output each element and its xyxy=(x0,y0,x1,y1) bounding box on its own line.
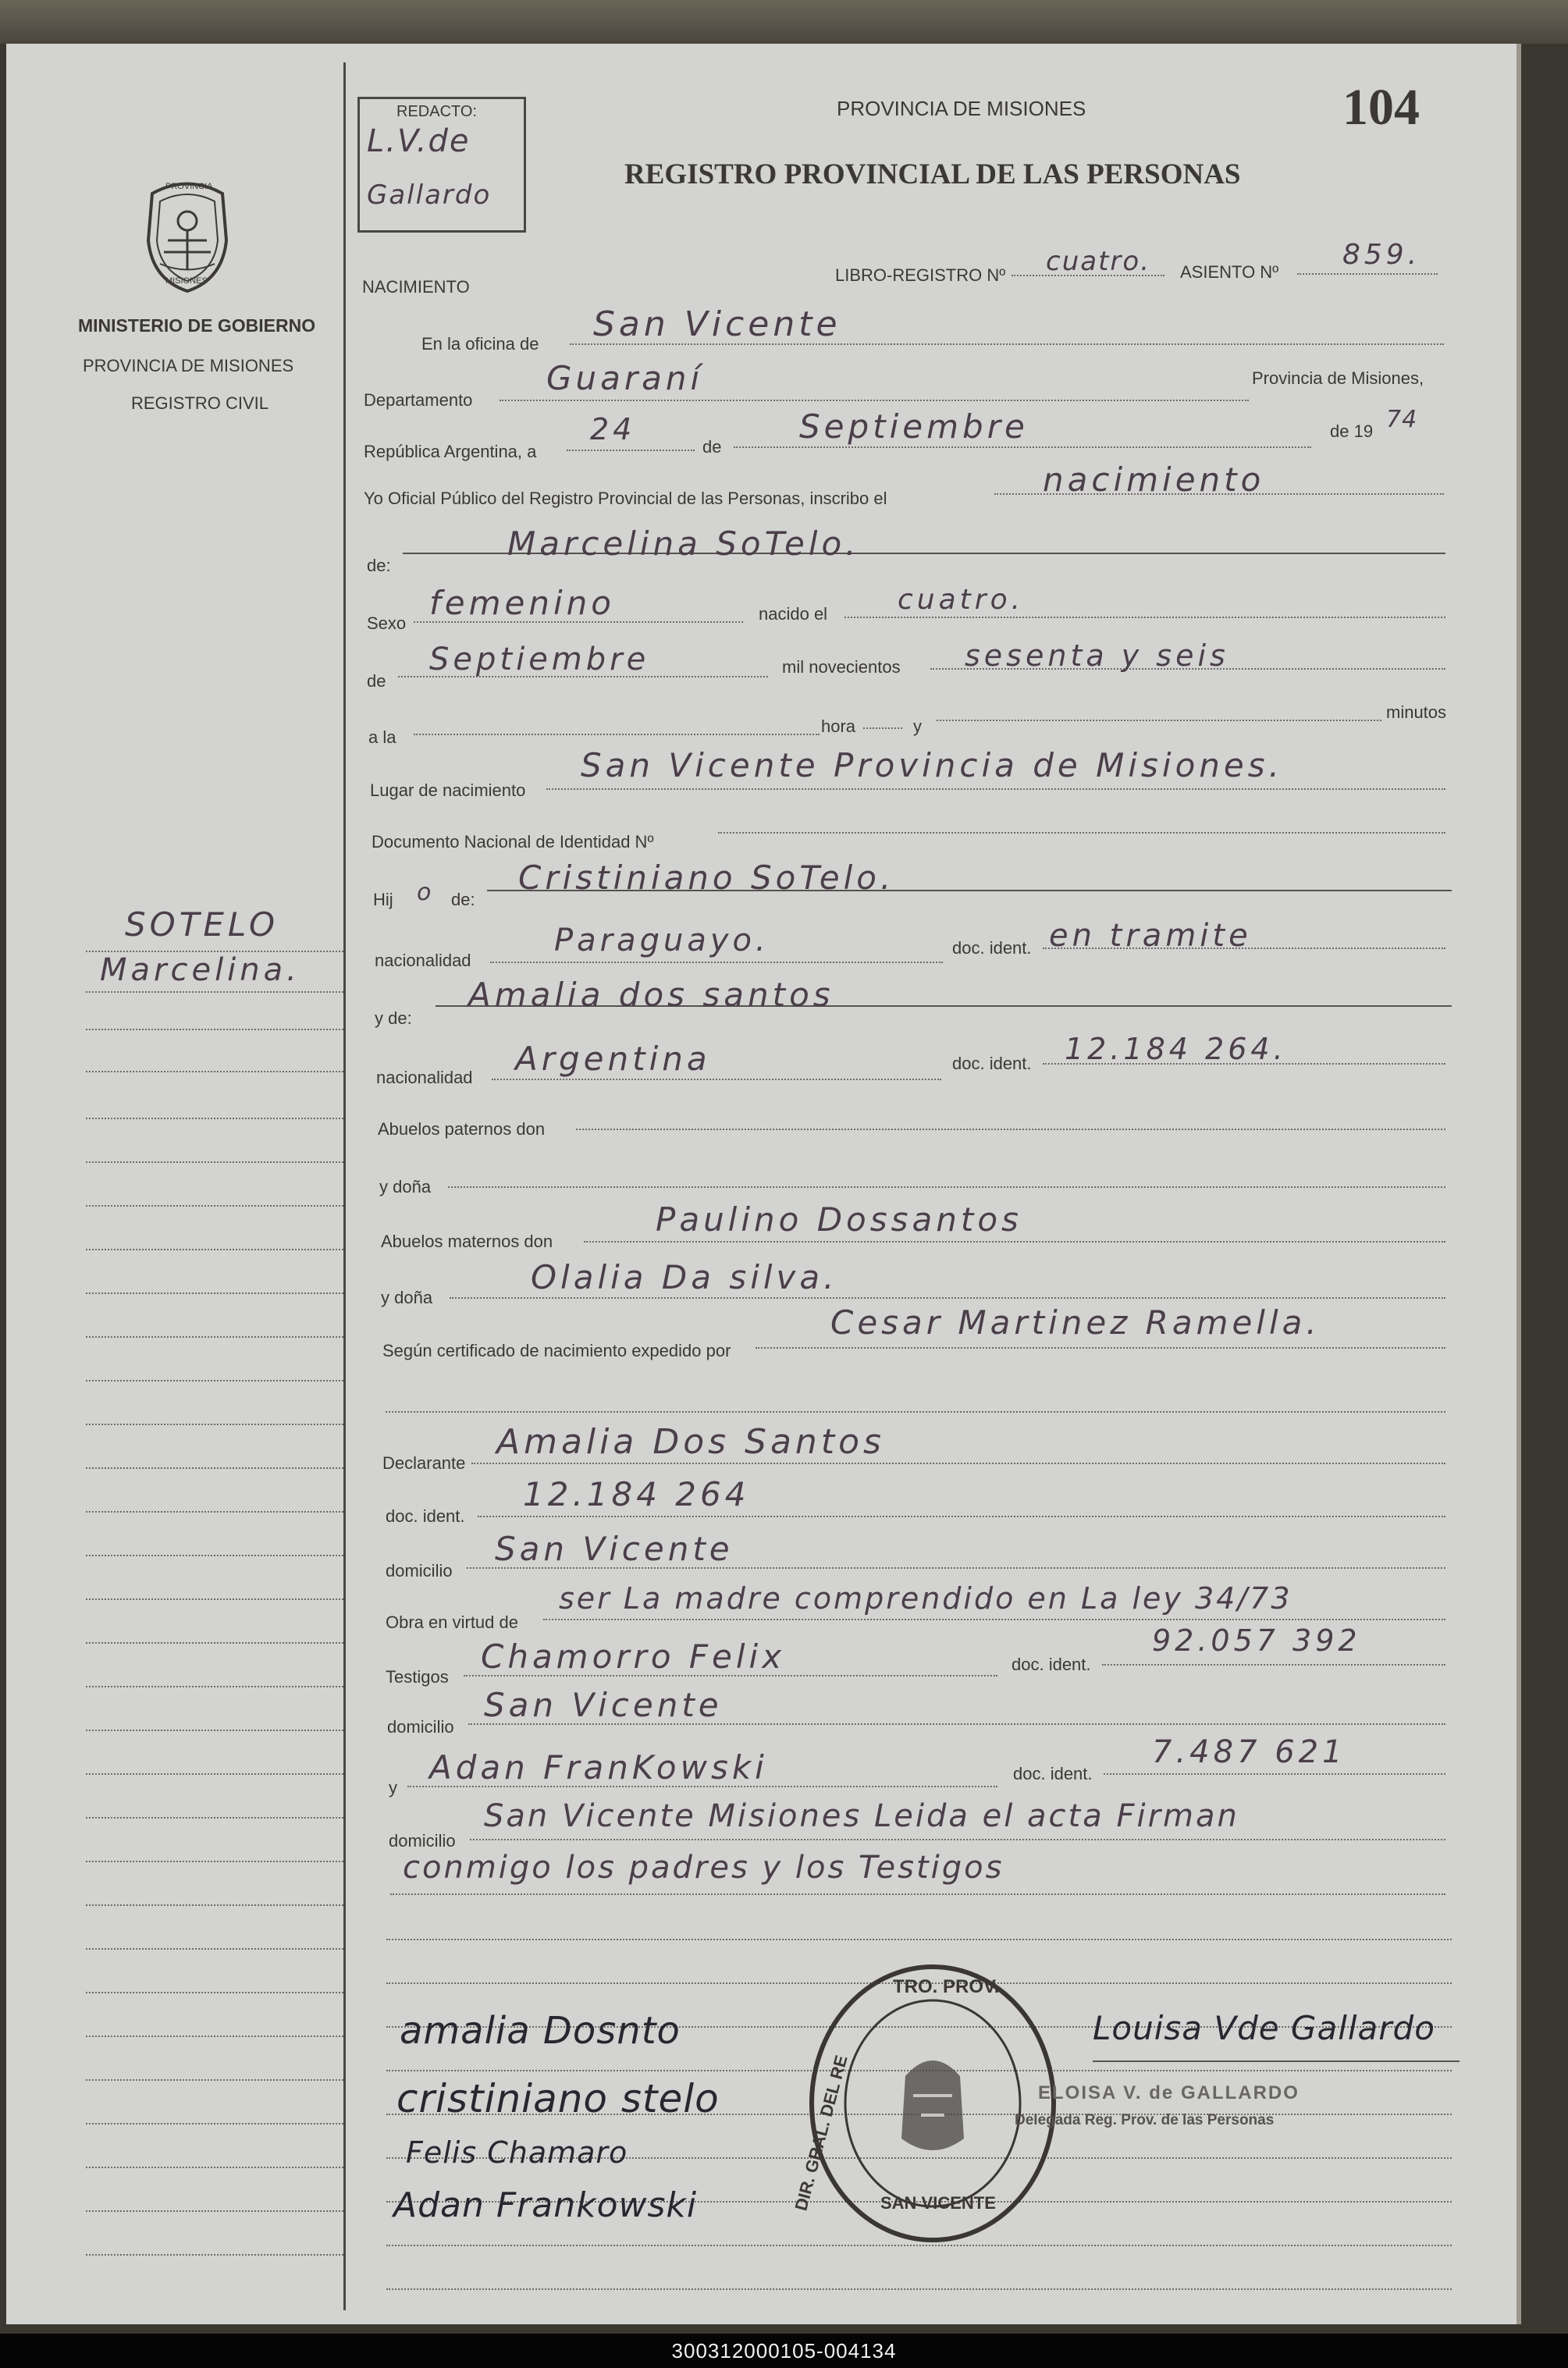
obra-label: Obra en virtud de xyxy=(386,1612,518,1632)
sidebar-line xyxy=(86,2167,343,2168)
provincia-label: Provincia de Misiones, xyxy=(1252,368,1424,388)
departamento-label: Departamento xyxy=(364,390,473,410)
testigos-label: Testigos xyxy=(386,1667,449,1687)
civil-registry-label: REGISTRO CIVIL xyxy=(131,393,269,413)
doct2-line xyxy=(1104,1773,1445,1775)
signature-mother: amalia Dosnto xyxy=(400,2009,681,2053)
certificado-label: Según certificado de nacimiento expedido por xyxy=(382,1341,731,1360)
sidebar-line xyxy=(86,1380,343,1381)
doc-declarante-value: 12.184 264 xyxy=(523,1475,750,1513)
mes2-value: Septiembre xyxy=(429,642,650,677)
de-label: de xyxy=(702,437,722,457)
declarante-label: Declarante xyxy=(382,1453,466,1473)
y2-label: y xyxy=(389,1778,397,1797)
signature-witness2: Adan Frankowski xyxy=(393,2185,698,2225)
sidebar-line xyxy=(86,1249,343,1250)
min-line xyxy=(937,720,1381,721)
lugar-value: San Vicente Provincia de Misiones. xyxy=(581,746,1283,784)
dni-label: Documento Nacional de Identidad Nº xyxy=(372,832,654,852)
sidebar-given-name: Marcelina. xyxy=(100,952,300,988)
abpat-line xyxy=(576,1129,1445,1130)
y-label: y xyxy=(913,716,922,736)
column-divider xyxy=(343,62,346,2310)
official-signature: Louisa Vde Gallardo xyxy=(1093,2009,1435,2047)
sidebar-line xyxy=(86,1730,343,1731)
dia-value: 24 xyxy=(590,412,636,446)
sidebar-line xyxy=(86,1029,343,1030)
republica-label: República Argentina, a xyxy=(364,442,537,461)
domicilio3-label: domicilio xyxy=(389,1831,456,1851)
ala-label: a la xyxy=(368,727,396,747)
abuelos-maternos-value: Paulino Dossantos xyxy=(656,1200,1022,1239)
de19-label: de 19 xyxy=(1330,421,1374,441)
book-binding-strip xyxy=(0,0,1568,44)
madre-value: Amalia dos santos xyxy=(468,976,834,1014)
nac1-line xyxy=(490,962,943,963)
stamp-name: ELOISA V. de GALLARDO xyxy=(1038,2082,1300,2103)
hijo-o: o xyxy=(417,879,436,906)
sexo-label: Sexo xyxy=(367,613,407,633)
docd-line xyxy=(478,1516,1445,1517)
certificado-value: Cesar Martinez Ramella. xyxy=(830,1303,1321,1342)
ministry-label: MINISTERIO DE GOBIERNO xyxy=(78,315,316,336)
header-province: PROVINCIA DE MISIONES xyxy=(837,97,1086,120)
ydona1-line xyxy=(448,1186,1445,1188)
doc-testigo2-label: doc. ident. xyxy=(1013,1764,1093,1783)
de2-label: de xyxy=(367,671,386,691)
sidebar-line xyxy=(86,1686,343,1687)
seal-text-bottom: SAN VICENTE xyxy=(880,2193,996,2213)
archive-code-footer: 300312000105-004134 xyxy=(0,2334,1568,2368)
sidebar-line xyxy=(86,1071,343,1072)
minutos-label: minutos xyxy=(1386,702,1447,722)
cert-line-2 xyxy=(386,1411,1445,1413)
nacionalidad2-label: nacionalidad xyxy=(376,1068,473,1087)
sidebar-line xyxy=(86,1948,343,1950)
sidebar-line xyxy=(86,1161,343,1163)
anio-value: 74 xyxy=(1386,406,1418,433)
redacto-label: REDACTO: xyxy=(396,103,477,120)
nacionalidad1-value: Paraguayo. xyxy=(554,923,770,958)
abmat-line xyxy=(584,1241,1445,1243)
doc-testigo1-value: 92.057 392 xyxy=(1152,1623,1361,1658)
hijo-de-label: de: xyxy=(451,890,475,909)
nacido-value: cuatro. xyxy=(898,584,1025,616)
ruled-line xyxy=(386,1939,1452,1940)
page-number: 104 xyxy=(1342,79,1420,136)
nacimiento-label: NACIMIENTO xyxy=(362,277,470,297)
registry-title: REGISTRO PROVINCIAL DE LAS PERSONAS xyxy=(624,158,1241,190)
sidebar-line xyxy=(86,2123,343,2124)
mes-value: Septiembre xyxy=(799,407,1029,446)
sexo-value: femenino xyxy=(429,584,615,622)
hora-label: hora xyxy=(821,716,856,736)
ydona1-label: y doña xyxy=(379,1177,432,1196)
abuela-materna-value: Olalia Da silva. xyxy=(531,1258,838,1296)
sidebar-line xyxy=(86,2079,343,2081)
seal-text-top: TRO. PROV. xyxy=(893,1976,1000,1997)
dia-line xyxy=(567,450,695,451)
sidebar-line xyxy=(86,1555,343,1556)
domicilio2-label: domicilio xyxy=(387,1717,454,1737)
nacionalidad2-value: Argentina xyxy=(515,1040,711,1078)
signature-witness1: Felis Chamaro xyxy=(406,2135,628,2170)
sidebar-line xyxy=(86,1904,343,1906)
hijo-label: Hij xyxy=(373,890,393,909)
sidebar-line xyxy=(86,2036,343,2037)
nacionalidad1-label: nacionalidad xyxy=(375,951,471,970)
sidebar-line xyxy=(86,2254,343,2256)
sidebar-line xyxy=(86,951,343,952)
sidebar-line xyxy=(86,1118,343,1119)
signature-father: cristiniano stelo xyxy=(396,2076,720,2121)
domicilio3-line xyxy=(470,1839,1445,1840)
testigo2-value: Adan FranKowski xyxy=(429,1748,768,1787)
testigo1-value: Chamorro Felix xyxy=(481,1637,786,1676)
seal-text-left: DIR. GRAL. DEL RE xyxy=(791,2053,852,2213)
sidebar-line xyxy=(86,1336,343,1338)
seal-top-text: PROVINCIA xyxy=(165,182,213,191)
mil-label: mil novecientos xyxy=(782,657,901,677)
stamp-title: Delegada Reg. Prov. de las Personas xyxy=(1015,2112,1275,2128)
mes-line xyxy=(734,446,1311,448)
persona-value: Marcelina SoTelo. xyxy=(507,524,860,563)
continuation-value: conmigo los padres y los Testigos xyxy=(403,1850,1004,1886)
nac2-line xyxy=(492,1079,941,1080)
nacido-label: nacido el xyxy=(759,604,828,624)
ydona2-line xyxy=(450,1297,1445,1299)
abuelos-maternos-label: Abuelos maternos don xyxy=(381,1232,553,1251)
sidebar-line xyxy=(86,1511,343,1513)
doc1-value: en tramite xyxy=(1049,918,1252,954)
doc1-label: doc. ident. xyxy=(952,938,1032,958)
sidebar-line xyxy=(86,1598,343,1600)
dni-line xyxy=(718,832,1445,834)
nacido-line xyxy=(844,617,1445,618)
ala-line xyxy=(414,734,820,735)
asiento-line xyxy=(1297,273,1438,275)
obra-value: ser La madre comprendido en La ley 34/73 xyxy=(559,1581,1292,1616)
asiento-value: 859. xyxy=(1342,239,1421,271)
ydona2-label: y doña xyxy=(381,1288,433,1307)
sidebar-line xyxy=(86,1424,343,1425)
domicilio1-value: San Vicente xyxy=(495,1530,734,1568)
oficial-label: Yo Oficial Público del Registro Provincial de las Personas, inscribo el xyxy=(364,489,887,508)
lugar-line xyxy=(546,788,1445,790)
doc-testigo2-value: 7.487 621 xyxy=(1152,1734,1346,1770)
yde-label: y de: xyxy=(375,1008,412,1028)
oficina-label: En la oficina de xyxy=(421,334,539,354)
departamento-value: Guaraní xyxy=(546,359,704,397)
doc2-value: 12.184 264. xyxy=(1065,1032,1287,1066)
oficina-value: San Vicente xyxy=(593,304,841,344)
continuation-line xyxy=(390,1893,1445,1895)
sidebar-line xyxy=(86,1205,343,1207)
doc-declarante-label: doc. ident. xyxy=(386,1506,465,1526)
doc-testigo1-label: doc. ident. xyxy=(1012,1655,1091,1674)
abuelos-paternos-label: Abuelos paternos don xyxy=(378,1119,546,1139)
sidebar-line xyxy=(86,1817,343,1819)
sidebar-line xyxy=(86,1861,343,1862)
lugar-label: Lugar de nacimiento xyxy=(370,780,526,800)
hora-line xyxy=(863,727,902,729)
redacto-surname: Gallardo xyxy=(367,180,492,211)
departamento-line xyxy=(500,400,1249,401)
doct1-line xyxy=(1102,1664,1445,1666)
redacto-initials: L.V.de xyxy=(367,123,471,159)
sidebar-line xyxy=(86,1773,343,1775)
obra-line xyxy=(543,1619,1445,1620)
asiento-label: ASIENTO Nº xyxy=(1180,262,1279,282)
cert-line xyxy=(756,1347,1445,1349)
declarante-line xyxy=(471,1463,1445,1464)
declarante-value: Amalia Dos Santos xyxy=(496,1422,885,1462)
anio2-value: sesenta y seis xyxy=(965,638,1229,673)
sidebar-line xyxy=(86,1642,343,1644)
doc2-label: doc. ident. xyxy=(952,1054,1032,1073)
padre-value: Cristiniano SoTelo. xyxy=(518,859,895,897)
sidebar-line xyxy=(86,1292,343,1294)
seal-bottom-text: MISIONES xyxy=(165,276,208,286)
libro-value: cuatro. xyxy=(1046,246,1150,277)
sidebar-surname: SOTELO xyxy=(125,905,279,944)
sidebar-line xyxy=(86,1467,343,1469)
sidebar-line xyxy=(86,2210,343,2212)
sidebar-province-label: PROVINCIA DE MISIONES xyxy=(83,356,294,375)
ruled-line xyxy=(386,2288,1452,2290)
sidebar-line xyxy=(86,991,343,993)
official-signature-line xyxy=(1093,2060,1460,2062)
domicilio1-label: domicilio xyxy=(386,1561,453,1580)
libro-label: LIBRO-REGISTRO Nº xyxy=(835,265,1006,285)
acto-value: nacimiento xyxy=(1043,460,1265,499)
sidebar-line xyxy=(86,1992,343,1993)
domicilio2-value: San Vicente xyxy=(484,1686,723,1724)
de-persona-label: de: xyxy=(367,556,391,575)
domicilio3-value: San Vicente Misiones Leida el acta Firman xyxy=(484,1798,1239,1834)
